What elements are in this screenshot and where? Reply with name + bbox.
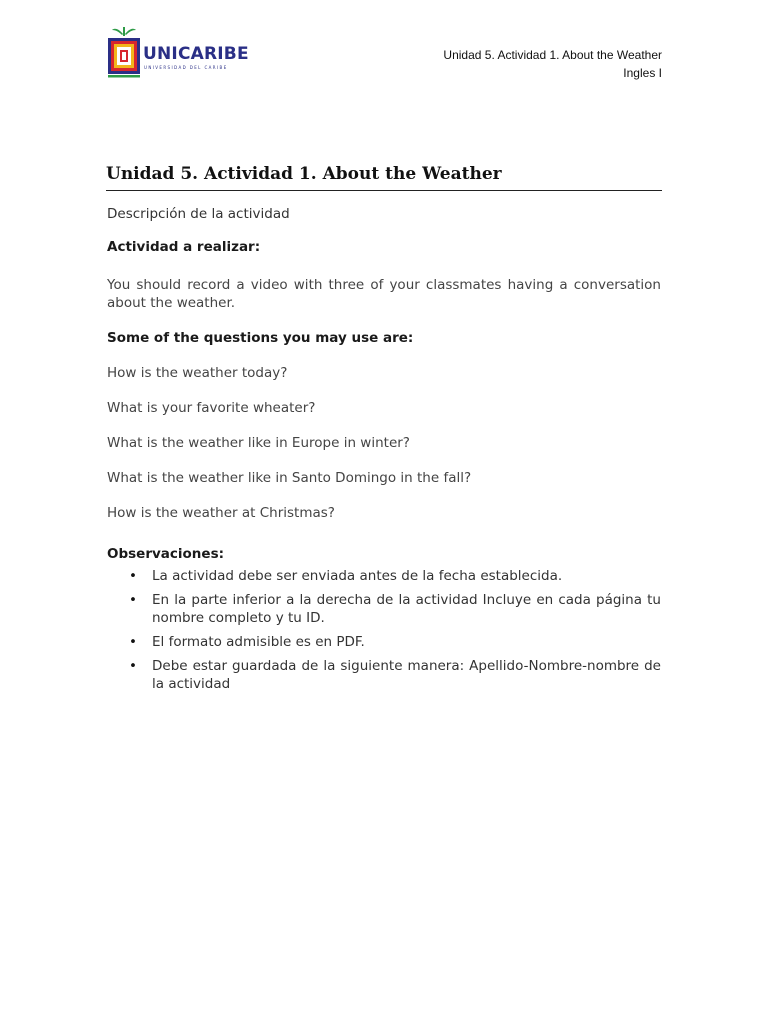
page-title: Unidad 5. Actividad 1. About the Weather [106, 164, 662, 191]
page-header [106, 24, 662, 80]
observation-item: • El formato admisible es en PDF. [107, 633, 661, 651]
question-item: How is the weather today? [107, 365, 288, 381]
question-item: What is your favorite wheater? [107, 400, 316, 416]
header-course-name: Ingles I [623, 66, 662, 80]
header-info [443, 46, 662, 82]
observation-item: • La actividad debe ser enviada antes de la fecha establecida. [107, 567, 661, 585]
logo-wordmark: UNICARIBE [143, 44, 249, 64]
observation-item: • Debe estar guardada de la siguiente manera: Apellido-Nombre-nombre de la actividad [107, 657, 661, 693]
observations-list [107, 567, 661, 693]
question-item: What is the weather like in Europe in winter? [107, 435, 410, 451]
observation-item: • En la parte inferior a la derecha de la actividad Incluye en cada página tu nombre completo y tu ID. [107, 591, 661, 627]
questions-heading: Some of the questions you may use are: [107, 330, 414, 346]
observations-heading: Observaciones: [107, 546, 225, 562]
question-item: What is the weather like in Santo Domingo in the fall? [107, 470, 472, 486]
activity-heading: Actividad a realizar: [107, 239, 261, 255]
activity-text: You should record a video with three of your classmates having a conversation about the weather. [107, 277, 661, 311]
document-body [107, 205, 661, 699]
description-label: Descripción de la actividad [107, 206, 290, 222]
logo-emblem-icon [106, 24, 142, 80]
header-activity-title: Unidad 5. Actividad 1. About the Weather [443, 48, 662, 62]
question-item: How is the weather at Christmas? [107, 505, 335, 521]
logo-subtext: UNIVERSIDAD DEL CARIBE [144, 65, 228, 70]
university-logo [106, 24, 249, 80]
